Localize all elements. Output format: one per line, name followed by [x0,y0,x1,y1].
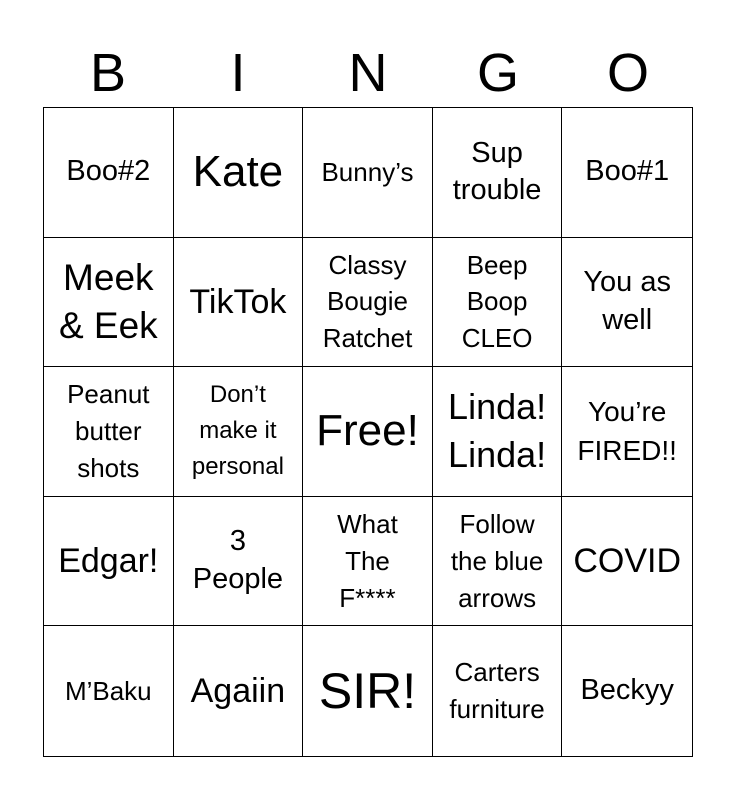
bingo-cell[interactable] [174,238,304,368]
bingo-board [43,107,693,757]
bingo-cell[interactable] [433,108,563,238]
bingo-cell[interactable] [433,626,563,756]
bingo-cell[interactable] [44,497,174,627]
bingo-cell[interactable] [562,238,692,368]
cell-text: Don’t make it personal [191,381,284,481]
bingo-cell[interactable] [303,108,433,238]
cell-text: M’Baku [64,675,152,706]
cell-text: Peanut butter shots [67,379,150,483]
cell-text: Beep Boop CLEO [461,249,533,354]
bingo-cell[interactable] [433,367,563,497]
cell-text: Follow the blue arrows [450,508,544,613]
cell-text: Classy Bougie Ratchet [322,249,413,354]
cell-text: Sup trouble [452,136,542,207]
cell-text: Beckyy [580,674,674,707]
cell-text: Bunny’s [321,156,414,187]
bingo-cell[interactable] [174,108,304,238]
bingo-cell[interactable] [562,497,692,627]
cell-text: Free! [316,406,419,456]
cell-text: Boo#1 [585,155,670,188]
cell-text: TikTok [189,282,287,321]
cell-text: What The F**** [337,508,398,613]
cell-text: Carters furniture [449,657,545,725]
header-letter-n: N [348,43,388,103]
bingo-cell[interactable] [44,626,174,756]
cell-text: Meek & Eek [58,256,158,346]
cell-text: Linda! Linda! [448,385,547,476]
cell-text: SIR! [318,662,417,719]
bingo-cell[interactable] [562,108,692,238]
cell-text: COVID [573,542,682,580]
cell-text: 3 People [192,525,284,596]
header-letter-g: G [476,43,519,103]
cell-text: Agaiin [190,672,286,711]
cell-text: Boo#2 [66,155,151,188]
bingo-cell[interactable] [433,238,563,368]
cell-text: You as well [583,266,671,336]
bingo-cell[interactable] [303,497,433,627]
bingo-cell[interactable] [174,367,304,497]
bingo-cell[interactable] [303,626,433,756]
bingo-cell[interactable] [174,497,304,627]
bingo-header [43,40,693,106]
cell-text: Kate [192,147,284,197]
header-letter-o: O [606,43,649,103]
bingo-cell[interactable] [303,238,433,368]
cell-text: Edgar! [58,542,159,580]
bingo-cell[interactable] [174,626,304,756]
cell-text: You’re FIRED!! [577,396,677,467]
bingo-cell[interactable] [433,497,563,627]
bingo-cell[interactable] [44,238,174,368]
bingo-cell[interactable] [562,626,692,756]
header-letter-i: I [230,43,246,103]
bingo-cell[interactable] [562,367,692,497]
bingo-cell[interactable] [44,108,174,238]
bingo-cell[interactable] [303,367,433,497]
header-letter-b: B [89,43,127,103]
bingo-cell[interactable] [44,367,174,497]
